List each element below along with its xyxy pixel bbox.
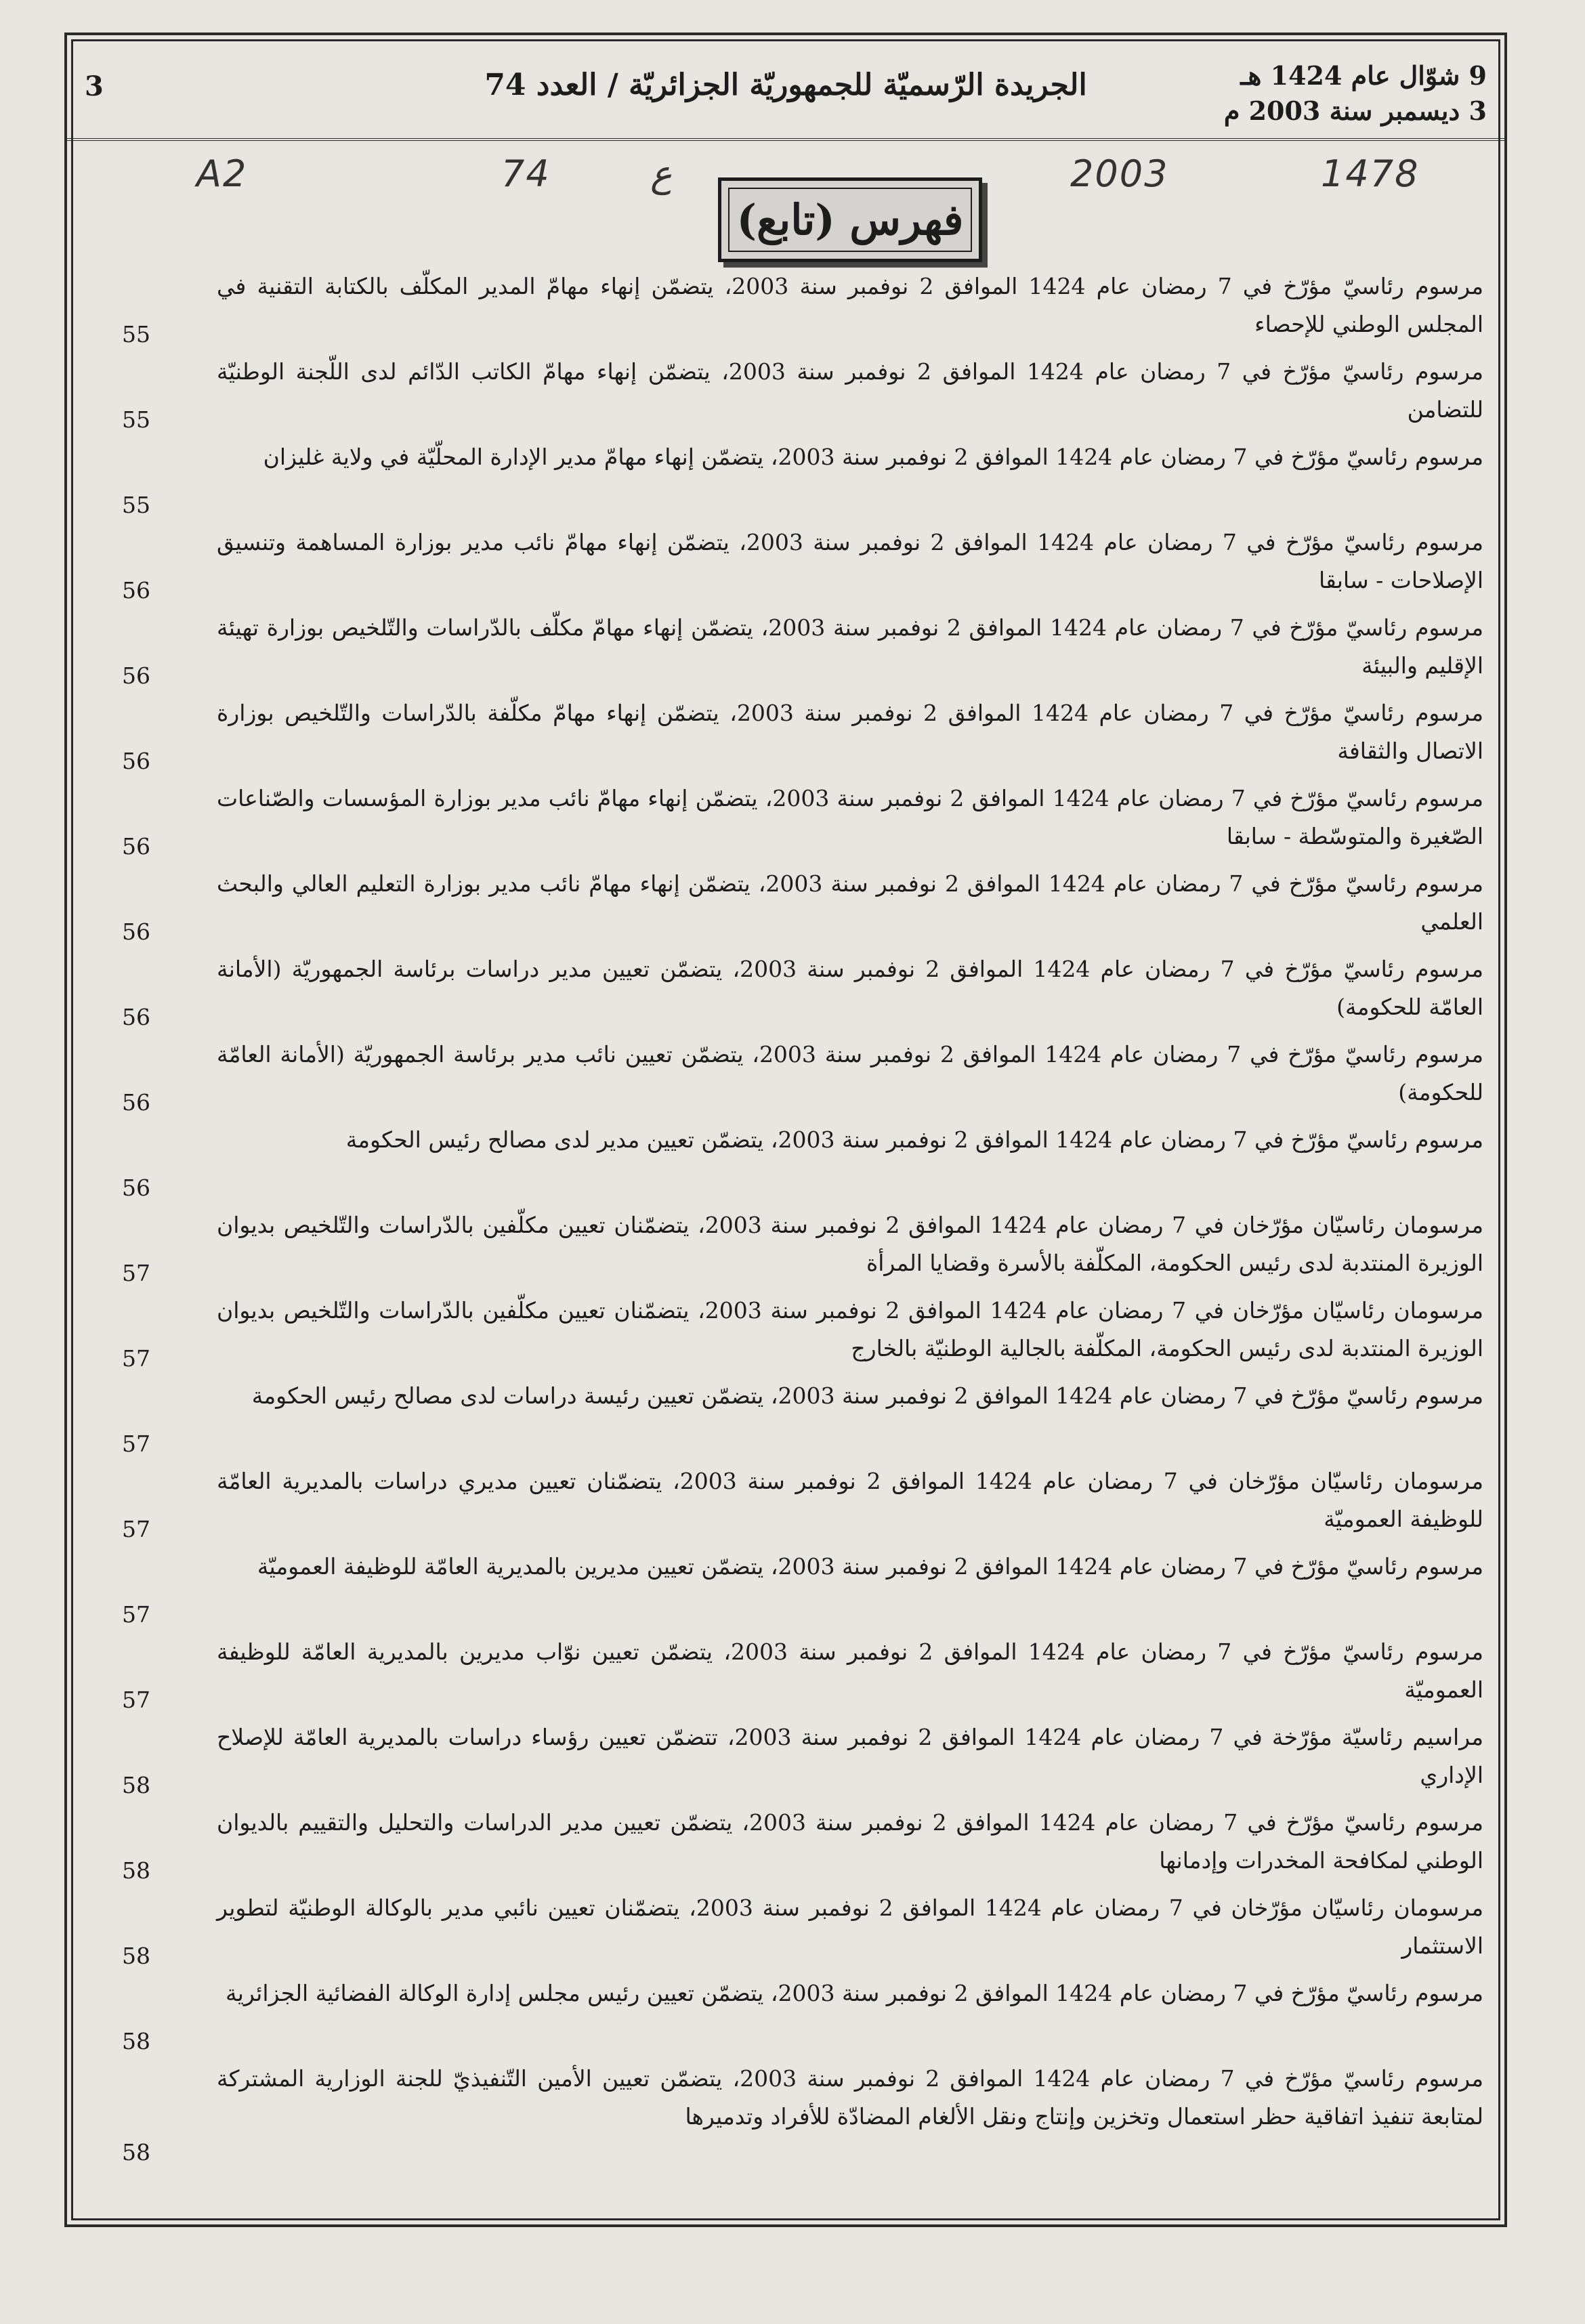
- index-entries: [122, 268, 1484, 2171]
- entry-page: 56: [122, 577, 150, 604]
- entry-text: مرسوم رئاسيّ مؤرّخ في 7 رمضان عام 1424 الموافق 2 نوفمبر سنة 2003، يتضمّن تعيين رئيسة دراسات لدى مصالح رئيس الحكومة: [251, 1382, 1483, 1409]
- entry-page: 56: [122, 1175, 150, 1201]
- entry-page: 55: [122, 406, 150, 433]
- handwritten-note-d: 2003: [1070, 152, 1169, 195]
- entry-page: 56: [122, 1089, 150, 1116]
- entry-text: مرسوم رئاسيّ مؤرّخ في 7 رمضان عام 1424 الموافق 2 نوفمبر سنة 2003، يتضمّن تعيين نوّاب مديرين بالمديرية العامّة للوظيفة العموميّة: [217, 1639, 1483, 1703]
- entry-text: مرسوم رئاسيّ مؤرّخ في 7 رمضان عام 1424 الموافق 2 نوفمبر سنة 2003، يتضمّن إنهاء مهامّ مكلّف بالدّراسات والتّلخيص بوزارة تهيئة الإقليم والبيئة: [217, 614, 1483, 679]
- entry-text: مرسومان رئاسيّان مؤرّخان في 7 رمضان عام 1424 الموافق 2 نوفمبر سنة 2003، يتضمّنان تعيين مديري دراسات بالمديرية العامّة للوظيفة العموميّة: [217, 1468, 1484, 1532]
- entry-text: مرسوم رئاسيّ مؤرّخ في 7 رمضان عام 1424 الموافق 2 نوفمبر سنة 2003، يتضمّن إنهاء مهامّ المدير المكلّف بالكتابة التقنية في المجلس الوطني للإحصاء: [217, 273, 1484, 337]
- entry-text: مرسوم رئاسيّ مؤرّخ في 7 رمضان عام 1424 الموافق 2 نوفمبر سنة 2003، يتضمّن إنهاء مهامّ مدير الإدارة المحلّيّة في ولاية غليزان: [263, 444, 1483, 470]
- index-entry: [122, 2060, 1483, 2171]
- index-title: فهرس (تابع): [736, 195, 964, 245]
- entry-text: مرسوم رئاسيّ مؤرّخ في 7 رمضان عام 1424 الموافق 2 نوفمبر سنة 2003، يتضمّن إنهاء مهامّ مكلّفة بالدّراسات والتّلخيص بوزارة الاتصال والثقافة: [217, 700, 1484, 764]
- entry-text: مرسومان رئاسيّان مؤرّخان في 7 رمضان عام 1424 الموافق 2 نوفمبر سنة 2003، يتضمّنان تعيين مكلّفين بالدّراسات والتّلخيص بديوان الوزيرة المنتدبة لدى رئيس الحكومة، المكلّفة بالجالية الوطنيّة بالخارج: [217, 1297, 1483, 1361]
- index-entry: [122, 1121, 1483, 1206]
- index-entry: [122, 1718, 1483, 1804]
- entry-text: مرسوم رئاسيّ مؤرّخ في 7 رمضان عام 1424 الموافق 2 نوفمبر سنة 2003، يتضمّن تعيين مدير دراسات برئاسة الجمهوريّة (الأمانة العامّة للحكومة): [217, 956, 1484, 1020]
- page-number: 3: [85, 70, 104, 102]
- entry-text: مرسوم رئاسيّ مؤرّخ في 7 رمضان عام 1424 الموافق 2 نوفمبر سنة 2003، يتضمّن تعيين الأمين التّنفيذيّ للجنة الوزارية المشتركة لمتابعة تنفيذ اتفاقية حظر استعمال وتخزين وإنتاج ونقل الألغام المضادّة للأفراد وتدميرها: [217, 2065, 1483, 2130]
- page-header: [64, 53, 1507, 141]
- index-entry: [122, 1889, 1483, 1974]
- entry-text: مراسيم رئاسيّة مؤرّخة في 7 رمضان عام 1424 الموافق 2 نوفمبر سنة 2003، تتضمّن تعيين رؤساء دراسات بالمديرية العامّة للإصلاح الإداري: [217, 1724, 1483, 1788]
- entry-page: 58: [122, 1772, 150, 1798]
- entry-page: 58: [122, 1857, 150, 1884]
- entry-page: 56: [122, 662, 150, 689]
- index-entry: [122, 1036, 1484, 1121]
- entry-text: مرسومان رئاسيّان مؤرّخان في 7 رمضان عام 1424 الموافق 2 نوفمبر سنة 2003، يتضمّنان تعيين مكلّفين بالدّراسات والتّلخيص بديوان الوزيرة المنتدبة لدى رئيس الحكومة، المكلّفة بالأسرة وقضايا المرأة: [217, 1212, 1483, 1276]
- entry-page: 58: [122, 2139, 150, 2165]
- entry-page: 55: [122, 321, 150, 347]
- handwritten-note-a: A2: [196, 152, 248, 195]
- index-title-box: [718, 177, 982, 262]
- entry-text: مرسوم رئاسيّ مؤرّخ في 7 رمضان عام 1424 الموافق 2 نوفمبر سنة 2003، يتضمّن تعيين مدير لدى مصالح رئيس الحكومة: [345, 1126, 1483, 1153]
- entry-text: مرسوم رئاسيّ مؤرّخ في 7 رمضان عام 1424 الموافق 2 نوفمبر سنة 2003، يتضمّن تعيين رئيس مجلس إدارة الوكالة الفضائية الجزائرية: [226, 1980, 1483, 2006]
- index-entry: [122, 865, 1483, 950]
- entry-text: مرسوم رئاسيّ مؤرّخ في 7 رمضان عام 1424 الموافق 2 نوفمبر سنة 2003، يتضمّن تعيين مديرين بالمديرية العامّة للوظيفة العموميّة: [257, 1553, 1483, 1580]
- entry-page: 57: [122, 1431, 150, 1457]
- index-entry: [122, 438, 1483, 524]
- index-entry: [122, 1804, 1484, 1889]
- index-entry: [122, 353, 1484, 438]
- index-entry: [122, 1462, 1484, 1548]
- index-entry: [122, 1548, 1483, 1633]
- index-entry: [122, 1377, 1483, 1462]
- entry-text: مرسوم رئاسيّ مؤرّخ في 7 رمضان عام 1424 الموافق 2 نوفمبر سنة 2003، يتضمّن إنهاء مهامّ نائب مدير بوزارة المؤسسات والصّناعات الصّغيرة والمتوسّطة - سابقا: [217, 785, 1484, 849]
- entry-page: 55: [122, 492, 150, 518]
- entry-page: 57: [122, 1260, 150, 1286]
- journal-title: الجريدة الرّسميّة للجمهوريّة الجزائريّة / العدد 74: [484, 68, 1087, 102]
- entry-text: مرسوم رئاسيّ مؤرّخ في 7 رمضان عام 1424 الموافق 2 نوفمبر سنة 2003، يتضمّن إنهاء مهامّ نائب مدير بوزارة المساهمة وتنسيق الإصلاحات - سابقا: [217, 529, 1483, 593]
- gregorian-date: 3 ديسمبر سنة 2003 م: [1223, 96, 1487, 126]
- index-entry: [122, 780, 1484, 865]
- entry-page: 57: [122, 1687, 150, 1713]
- index-entry: [122, 609, 1483, 694]
- index-entry: [122, 1633, 1483, 1718]
- index-entry: [122, 1974, 1483, 2060]
- entry-page: 56: [122, 748, 150, 774]
- handwritten-note-c: ع: [650, 152, 673, 195]
- index-entry: [122, 694, 1484, 780]
- entry-page: 56: [122, 833, 150, 860]
- header-dates: [1224, 58, 1487, 129]
- index-entry: [122, 524, 1483, 609]
- index-entry: [122, 950, 1484, 1036]
- entry-page: 56: [122, 1004, 150, 1030]
- entry-page: 57: [122, 1516, 150, 1542]
- index-entry: [122, 1292, 1483, 1377]
- hijri-date: 9 شوّال عام 1424 هـ: [1240, 60, 1487, 91]
- entry-page: 56: [122, 918, 150, 945]
- index-entry: [122, 268, 1484, 353]
- entry-text: مرسوم رئاسيّ مؤرّخ في 7 رمضان عام 1424 الموافق 2 نوفمبر سنة 2003، يتضمّن إنهاء مهامّ الكاتب الدّائم لدى اللّجنة الوطنيّة للتضامن: [217, 358, 1484, 423]
- entry-text: مرسوم رئاسيّ مؤرّخ في 7 رمضان عام 1424 الموافق 2 نوفمبر سنة 2003، يتضمّن تعيين مدير الدراسات والتحليل والتقييم بالديوان الوطني لمكافحة المخدرات وإدمانها: [217, 1809, 1484, 1874]
- index-entry: [122, 1206, 1483, 1292]
- entry-text: مرسوم رئاسيّ مؤرّخ في 7 رمضان عام 1424 الموافق 2 نوفمبر سنة 2003، يتضمّن تعيين نائب مدير برئاسة الجمهوريّة (الأمانة العامّة للحكومة): [217, 1041, 1484, 1105]
- handwritten-note-e: 1478: [1321, 152, 1420, 195]
- entry-page: 58: [122, 2028, 150, 2054]
- entry-text: مرسوم رئاسيّ مؤرّخ في 7 رمضان عام 1424 الموافق 2 نوفمبر سنة 2003، يتضمّن إنهاء مهامّ نائب مدير بوزارة التعليم العالي والبحث العلمي: [217, 870, 1483, 935]
- entry-text: مرسومان رئاسيّان مؤرّخان في 7 رمضان عام 1424 الموافق 2 نوفمبر سنة 2003، يتضمّنان تعيين نائبي مدير بالوكالة الوطنيّة لتطوير الاستثمار: [217, 1895, 1483, 1959]
- entry-page: 57: [122, 1345, 150, 1372]
- entry-page: 58: [122, 1943, 150, 1969]
- handwritten-note-b: 74: [501, 152, 551, 195]
- entry-page: 57: [122, 1601, 150, 1628]
